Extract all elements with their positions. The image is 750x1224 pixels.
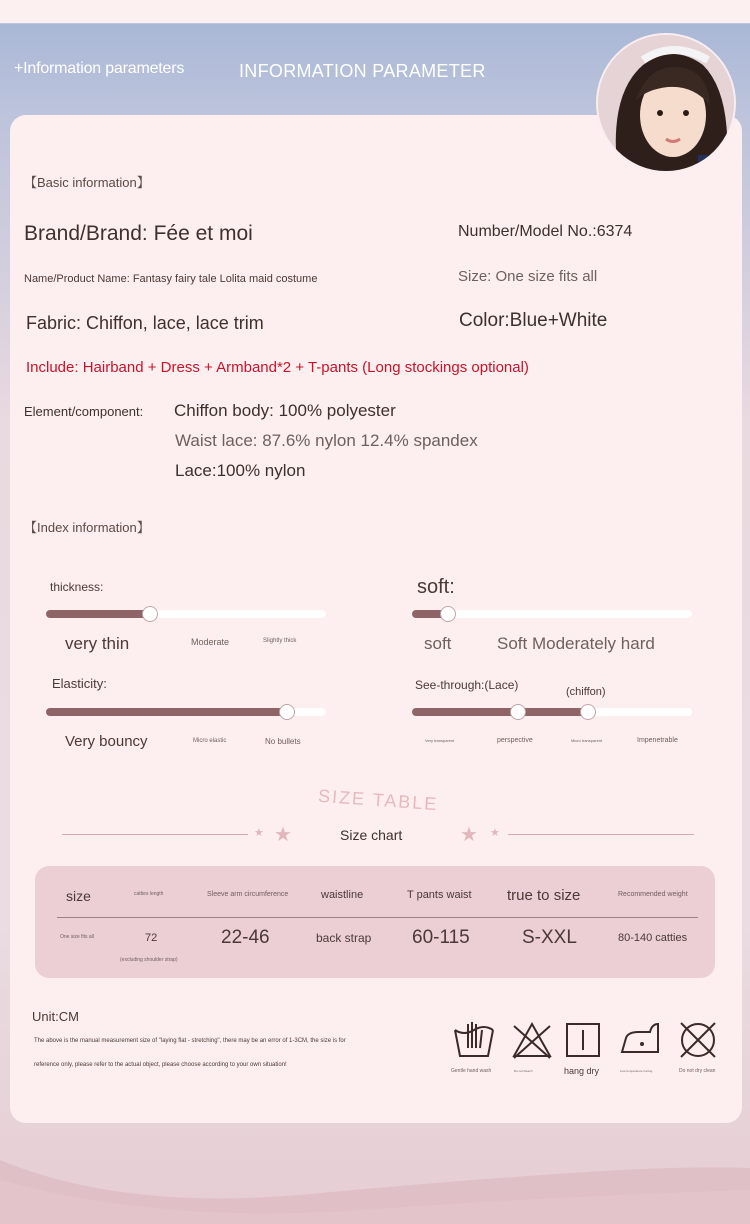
elasticity-slider[interactable] xyxy=(46,708,326,716)
basic-section-title: 【Basic information】 xyxy=(24,175,150,190)
color-text: Color:Blue+White xyxy=(459,310,608,331)
see-through-label: See-through:(Lace) xyxy=(415,678,519,692)
note-line-2: reference only, please refer to the actual object, please choose according to your own situation! xyxy=(34,1062,287,1068)
unit-text: Unit:CM xyxy=(32,1009,79,1024)
size-cell-tpants: 60-115 xyxy=(412,927,470,948)
component-2: Waist lace: 87.6% nylon 12.4% spandex xyxy=(175,431,478,450)
care-label-iron: Low temperature ironing xyxy=(620,1069,653,1073)
thickness-opt-3: Slightly thick xyxy=(263,638,297,644)
size-chart-title: Size chart xyxy=(340,827,403,843)
model-avatar xyxy=(596,33,736,173)
elasticity-opt-2: Micro elastic xyxy=(193,738,227,744)
thickness-slider[interactable] xyxy=(46,610,326,618)
star-icon-small-left: ★ xyxy=(254,827,264,839)
star-icon-right: ★ xyxy=(460,824,478,846)
low-temp-iron-icon xyxy=(618,1020,662,1060)
component-3: Lace:100% nylon xyxy=(175,461,306,480)
soft-opt-1: soft xyxy=(424,634,452,653)
note-line-1: The above is the manual measurement size of "laying flat - stretching", there may be an error of 1-3CM, the size is for xyxy=(34,1038,346,1044)
divider-right xyxy=(508,834,694,835)
thickness-knob[interactable] xyxy=(142,606,158,622)
hand-wash-icon xyxy=(452,1020,496,1060)
bottom-wave xyxy=(0,1140,750,1224)
size-cell-length: 72 xyxy=(145,932,158,944)
include-text: Include: Hairband + Dress + Armband*2 + T-pants (Long stockings optional) xyxy=(26,359,529,376)
size-header-length: catties length xyxy=(134,891,164,897)
thickness-fill xyxy=(46,610,150,618)
elasticity-label: Elasticity: xyxy=(52,676,107,691)
model-number-text: Number/Model No.:6374 xyxy=(458,223,633,240)
size-header-tpants: T pants waist xyxy=(407,889,472,901)
thickness-opt-1: very thin xyxy=(65,634,130,653)
see-through-fill xyxy=(412,708,588,716)
no-dry-clean-icon xyxy=(677,1020,721,1060)
see-through-opt-2: perspective xyxy=(497,737,533,744)
soft-opt-2: Soft Moderately hard xyxy=(497,634,655,653)
size-cell-sleeve: 22-46 xyxy=(221,927,270,948)
star-icon-left: ★ xyxy=(274,824,292,846)
size-cell-length-note: (excluding shoulder strap) xyxy=(120,957,178,963)
size-table-rule xyxy=(57,917,698,918)
size-header-weight: Recommended weight xyxy=(618,891,688,898)
elasticity-opt-1: Very bouncy xyxy=(65,733,148,750)
size-header-waistline: waistline xyxy=(321,889,364,901)
see-through-label-chiffon: (chiffon) xyxy=(566,686,606,698)
fabric-text: Fabric: Chiffon, lace, lace trim xyxy=(26,313,264,333)
component-1: Chiffon body: 100% polyester xyxy=(174,401,396,420)
top-strip xyxy=(0,0,750,23)
size-text: Size: One size fits all xyxy=(458,268,598,285)
see-through-opt-1: Very transparent xyxy=(425,738,455,743)
care-label-hang: hang dry xyxy=(564,1066,600,1076)
product-name-text: Name/Product Name: Fantasy fairy tale Lolita maid costume xyxy=(24,273,318,285)
soft-slider[interactable] xyxy=(412,610,692,618)
soft-label: soft: xyxy=(417,576,455,598)
size-cell-size: One size fits all xyxy=(60,934,94,940)
header-center-title: INFORMATION PARAMETER xyxy=(239,61,486,81)
care-label-wash: Gentle hand wash xyxy=(451,1068,492,1074)
elasticity-fill xyxy=(46,708,287,716)
size-header-sleeve: Sleeve arm circumference xyxy=(207,891,289,898)
size-table-decor-title: SIZE TABLE xyxy=(317,785,439,815)
see-through-opt-4: Impenetrable xyxy=(637,737,678,744)
care-label-dryclean: Do not dry clean xyxy=(679,1068,716,1074)
size-cell-waistline: back strap xyxy=(316,931,372,945)
hang-dry-icon xyxy=(563,1020,607,1060)
size-header-size: size xyxy=(66,888,91,904)
see-through-opt-3: Micro transparent xyxy=(571,738,603,743)
index-section-title: 【Index information】 xyxy=(24,520,150,535)
thickness-label: thickness: xyxy=(50,580,104,594)
size-cell-weight: 80-140 catties xyxy=(618,932,688,944)
component-label: Element/component: xyxy=(24,404,144,419)
elasticity-knob[interactable] xyxy=(279,704,295,720)
see-through-slider[interactable] xyxy=(412,708,692,716)
elasticity-opt-3: No bullets xyxy=(265,737,301,746)
star-icon-small-right: ★ xyxy=(490,827,500,839)
no-bleach-icon xyxy=(510,1020,554,1060)
thickness-opt-2: Moderate xyxy=(191,637,230,647)
header-left-title: +Information parameters xyxy=(14,60,185,77)
care-label-bleach: Do not bleach xyxy=(514,1069,533,1073)
size-header-true-size: true to size xyxy=(507,887,581,904)
brand-text: Brand/Brand: Fée et moi xyxy=(24,222,253,245)
size-cell-true-size: S-XXL xyxy=(522,927,577,948)
divider-left xyxy=(62,834,248,835)
